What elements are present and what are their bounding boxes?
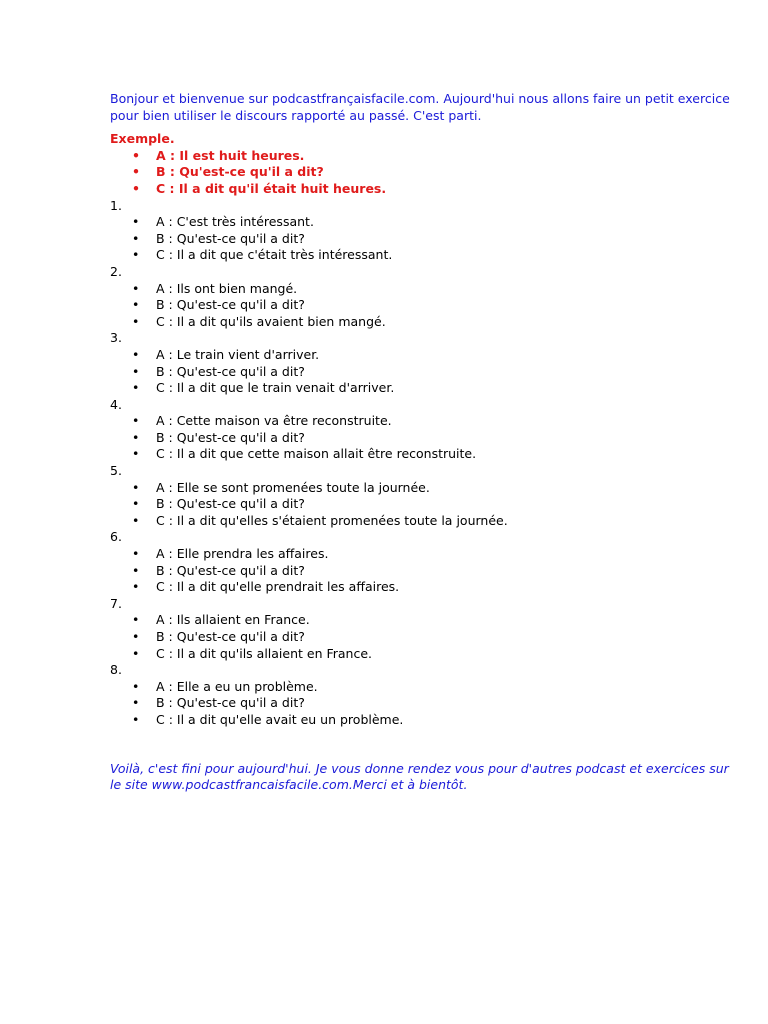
exercise-3: [110, 330, 730, 396]
example-line-c: • C : Il a dit qu'il était huit heures.: [110, 181, 730, 198]
exercise-8: [110, 662, 730, 728]
line-b: • B : Qu'est-ce qu'il a dit?: [110, 563, 730, 580]
line-c: • C : Il a dit que c'était très intéressant.: [110, 247, 730, 264]
intro-paragraph: Bonjour et bienvenue sur podcastfrançaisfacile.com. Aujourd'hui nous allons faire un petit exercice pour bien utiliser le discours rapporté au passé. C'est parti.: [110, 91, 730, 123]
exercise-number: 1.: [110, 197, 122, 213]
exercise-lines: [110, 281, 730, 331]
exercise-7: [110, 596, 730, 662]
exercise-5: [110, 463, 730, 529]
example-line-a: • A : Il est huit heures.: [110, 148, 730, 165]
line-c: • C : Il a dit qu'ils avaient bien mangé.: [110, 314, 730, 331]
exercise-lines: [110, 679, 730, 729]
line-c: • C : Il a dit que cette maison allait être reconstruite.: [110, 446, 730, 463]
exercise-lines: [110, 214, 730, 264]
line-a: • A : C'est très intéressant.: [110, 214, 730, 231]
line-b: • B : Qu'est-ce qu'il a dit?: [110, 231, 730, 248]
exercise-lines: [110, 546, 730, 596]
line-b: • B : Qu'est-ce qu'il a dit?: [110, 496, 730, 513]
line-c: • C : Il a dit qu'elle avait eu un problème.: [110, 712, 730, 729]
line-a: • A : Elle se sont promenées toute la journée.: [110, 480, 730, 497]
line-a: • A : Le train vient d'arriver.: [110, 347, 730, 364]
exercise-lines: [110, 413, 730, 463]
line-b: • B : Qu'est-ce qu'il a dit?: [110, 364, 730, 381]
exercise-4: [110, 397, 730, 463]
line-b: • B : Qu'est-ce qu'il a dit?: [110, 629, 730, 646]
line-a: • A : Elle prendra les affaires.: [110, 546, 730, 563]
line-c: • C : Il a dit qu'ils allaient en France.: [110, 646, 730, 663]
exercise-lines: [110, 480, 730, 530]
example-list: [110, 148, 730, 198]
exercise-number: 6.: [110, 529, 122, 545]
line-a: • A : Ils ont bien mangé.: [110, 281, 730, 298]
line-b: • B : Qu'est-ce qu'il a dit?: [110, 297, 730, 314]
line-a: • A : Cette maison va être reconstruite.: [110, 413, 730, 430]
line-a: • A : Ils allaient en France.: [110, 612, 730, 629]
example-title: Exemple.: [110, 131, 175, 147]
document-page: [110, 91, 730, 794]
exercise-number: 8.: [110, 662, 122, 678]
exercise-2: [110, 264, 730, 330]
exercise-number: 5.: [110, 463, 122, 479]
line-c: • C : Il a dit qu'elles s'étaient promenées toute la journée.: [110, 513, 730, 530]
exercise-number: 3.: [110, 330, 122, 346]
exercise-lines: [110, 612, 730, 662]
exercise-6: [110, 529, 730, 595]
line-b: • B : Qu'est-ce qu'il a dit?: [110, 695, 730, 712]
line-c: • C : Il a dit qu'elle prendrait les affaires.: [110, 579, 730, 596]
line-c: • C : Il a dit que le train venait d'arriver.: [110, 380, 730, 397]
line-b: • B : Qu'est-ce qu'il a dit?: [110, 430, 730, 447]
exercise-number: 7.: [110, 595, 122, 611]
example-line-b: • B : Qu'est-ce qu'il a dit?: [110, 164, 730, 181]
line-a: • A : Elle a eu un problème.: [110, 679, 730, 696]
exercise-lines: [110, 347, 730, 397]
exercise-number: 4.: [110, 396, 122, 412]
exercise-number: 2.: [110, 263, 122, 279]
exercise-1: [110, 198, 730, 264]
outro-paragraph: Voilà, c'est fini pour aujourd'hui. Je vous donne rendez vous pour d'autres podcast et exercices sur le site www.podcastfrancaisfacile.com.Merci et à bientôt.: [110, 760, 729, 793]
